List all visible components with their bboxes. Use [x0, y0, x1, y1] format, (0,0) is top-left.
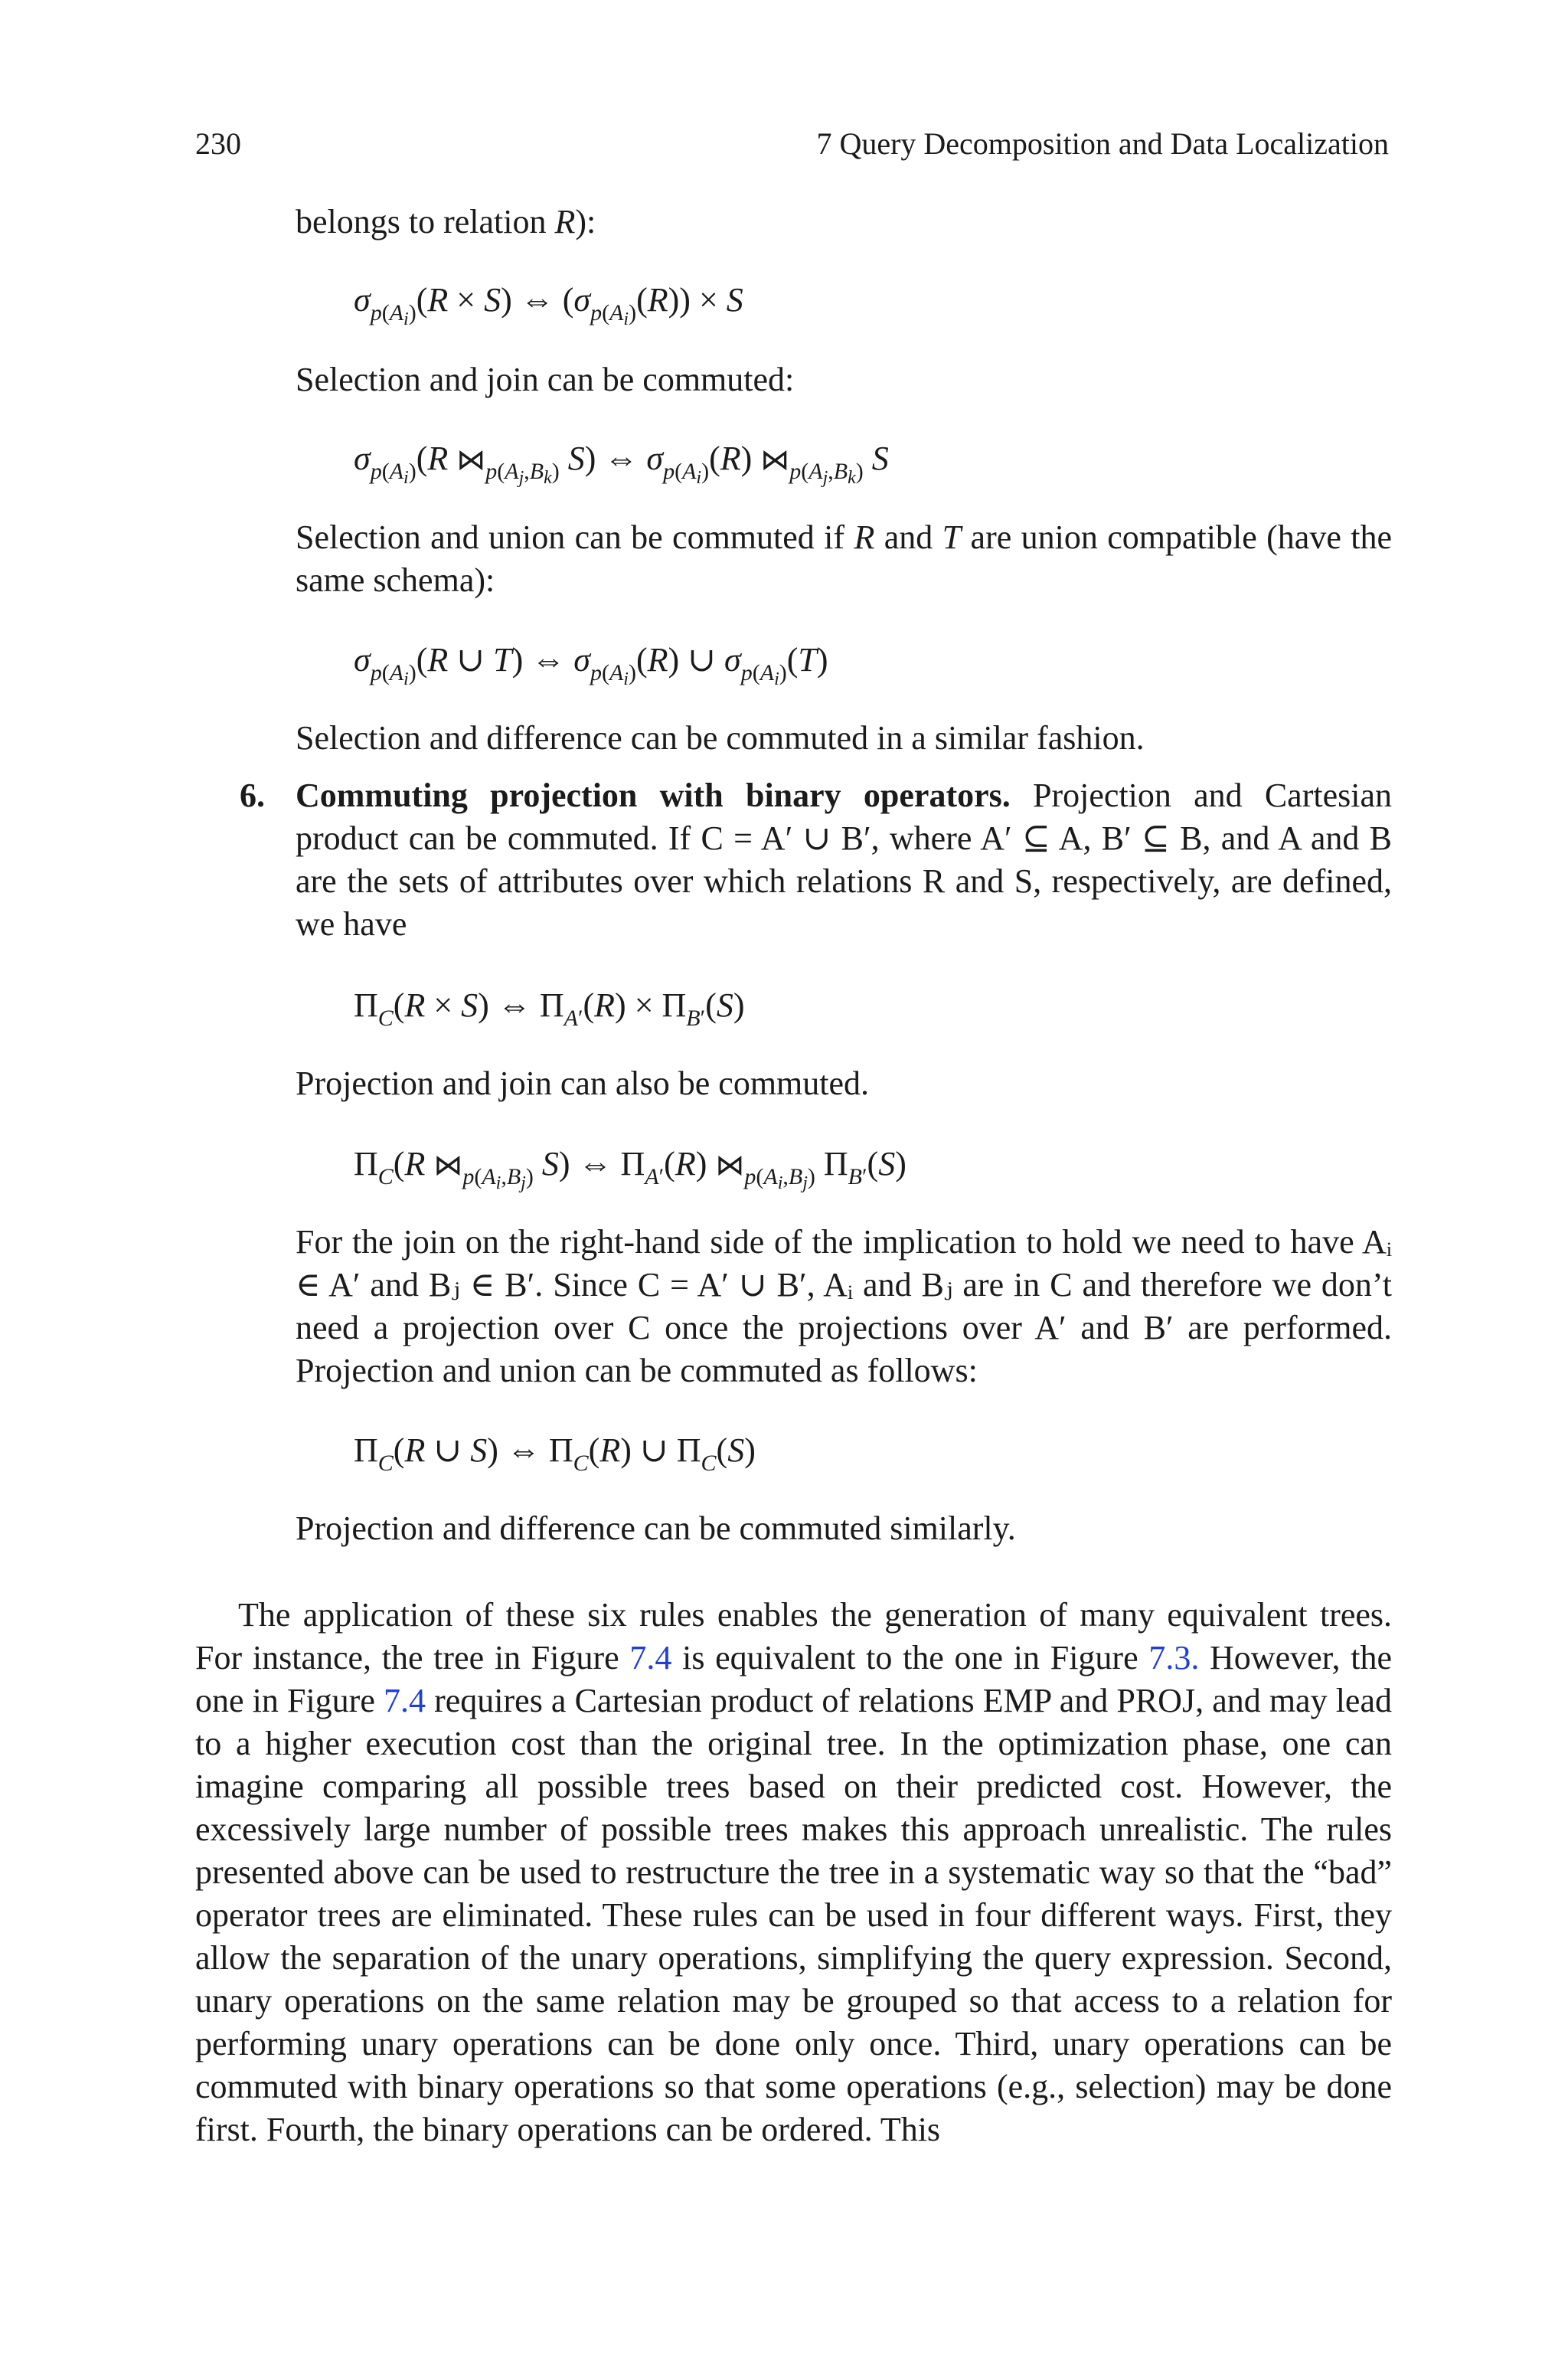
paragraph-selection-union [296, 516, 1392, 602]
text-sel-union-b: and [874, 518, 942, 556]
paragraph-join-note: For the join on the right-hand side of the implication to hold we need to have Aᵢ ∈ A′ and Bⱼ ∈ B′. Since C = A′ ∪ B′, Aᵢ and Bⱼ are in C and therefore we don’t need a projection over C once the projections over A′ and B′ are performed. Projection and union can be commuted as follows: [296, 1223, 1392, 1389]
figure-link-7-4[interactable]: 7.4 [629, 1639, 672, 1676]
equation-selection-union: $\sigma_{p(A_i)}(R$ ∪ T) ⇔ $\sigma_{p(A_i)}(R)$ ∪ $\sigma_{p(A_i)}(T)$ [354, 641, 828, 689]
main-text-a: The application of these six rules enables the generation of many equivalent trees. For instance, the tree in Figure [195, 1596, 1392, 1676]
paragraph-projection-difference: Projection and difference can be commuted similarly. [296, 1510, 1016, 1547]
figure-link-7-3[interactable]: 7.3. [1148, 1639, 1200, 1676]
main-text-b: is equivalent to the one in Figure [671, 1639, 1149, 1676]
text-sel-union-R: R [854, 518, 875, 556]
equation-projection-join: $\Pi_C(R$ $⋈_{p(A_i,B_j)}$ S) ⇔ $\Pi_{A'}(R)$ $⋈_{p(A_i,B_j)}$ $\Pi_{B'}(S)$ [354, 1145, 906, 1193]
text-sel-union-c: are union compatible (have the same schema): [296, 518, 1393, 599]
text-belongs: belongs to relation [296, 203, 555, 240]
text-sel-union-T: T [942, 518, 962, 556]
paragraph-belongs [296, 201, 1392, 244]
paragraph-selection-difference: Selection and difference can be commuted in a similar fashion. [296, 719, 1145, 757]
figure-link-7-4-second[interactable]: 7.4 [383, 1682, 426, 1719]
equation-selection-product: $\sigma_{p(A_i)}(R \times S)$ ⇔ $(\sigma_{p(A_i)}(R)) \times S$ [354, 281, 743, 329]
text-belongs-end: ): [575, 203, 596, 240]
equation-selection-join: $\sigma_{p(A_i)}(R$ $⋈_{p(A_j,B_k)}$ S) ⇔ $\sigma_{p(A_i)}(R)$ $⋈_{p(A_j,B_k)}$ S [354, 440, 889, 488]
item6-heading: Commuting projection with binary operators. [296, 777, 1011, 814]
main-text-d: requires a Cartesian product of relations EMP and PROJ, and may lead to a higher execution cost than the original tree. In the optimization phase, one can imagine comparing all possible trees based on their predicted cost. However, the excessively large number of possible trees makes this approach unrealistic. The rules presented above can be used to restructure the tree in a systematic way so that the “bad” operator trees are eliminated. These rules can be used in four different ways. First, they allow the separation of the unary operations, simplifying the query expression. Second, unary operations on the same relation may be grouped so that access to a relation for performing unary operations can be done only once. Third, unary operations can be commuted with binary operations so that some operations (e.g., selection) may be done first. Fourth, the binary operations can be ordered. This [195, 1682, 1392, 2148]
text-belongs-R: R [554, 203, 576, 240]
paragraph-selection-join: Selection and join can be commuted: [296, 361, 795, 398]
page-number: 230 [195, 126, 241, 161]
item6-text: Projection and Cartesian product can be commuted. If C = A′ ∪ B′, where A′ ⊆ A, B′ ⊆ B, and A and B are the sets of attributes over which relations R and S, respectively, are defined, we have [296, 777, 1392, 943]
main-text-c: However, the one in Figure [195, 1639, 1392, 1719]
paragraph-main [195, 1594, 1392, 2151]
text-sel-union-a: Selection and union can be commuted if [296, 518, 854, 556]
equation-projection-union: $\Pi_C(R$ ∪ S) ⇔ $\Pi_C(R)$ ∪ $\Pi_C(S)$ [354, 1431, 756, 1476]
running-header: 7 Query Decomposition and Data Localization [816, 126, 1389, 161]
equation-projection-product: $\Pi_C(R \times S)$ ⇔ $\Pi_{A'}(R) \times \Pi_{B'}(S)$ [354, 986, 745, 1031]
list-item-number: 6. [240, 777, 265, 814]
paragraph-projection-join: Projection and join can also be commuted. [296, 1065, 870, 1102]
paragraph-item6 [296, 774, 1392, 946]
